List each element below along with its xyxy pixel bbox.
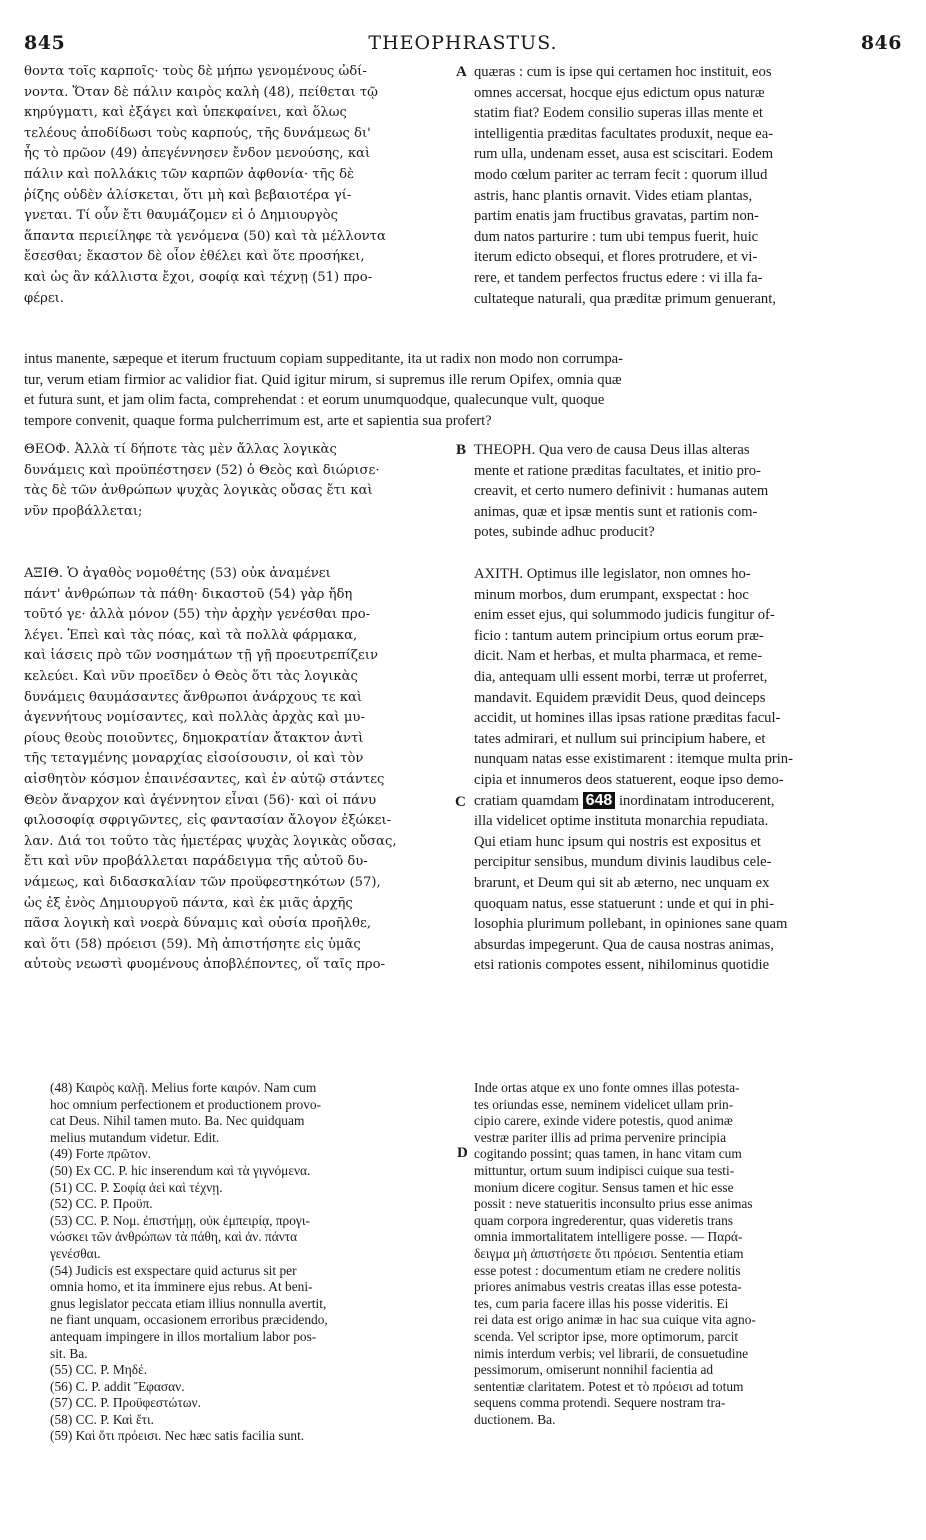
footnote-line: sit. Ba.: [50, 1345, 88, 1361]
greek-text-line: ΑΞΙΘ. Ὁ ἀγαθὸς νομοθέτης (53) οὐκ ἀναμένει: [24, 566, 331, 581]
greek-text-line: πάλιν καὶ πολλάκις τῶν καρπῶν ἀφθονία· τῆς δὲ: [24, 166, 355, 182]
footnote-line: sententiæ claritatem. Potest et τὸ πρόεισι ad totum: [474, 1378, 744, 1394]
latin-text-line: AXITH. Optimus ille legislator, non omnes ho-: [474, 566, 751, 582]
greek-text-line: ἅπαντα περιείληφε τὰ γενόμενα (50) καὶ τὰ μέλλοντα: [24, 228, 386, 244]
footnote-line: (59) Καὶ ὅτι πρόεισι. Nec hæc satis facilia sunt.: [50, 1428, 305, 1444]
greek-text-line: ἔσεσθαι; ἕκαστον δὲ οἷον ἐθέλει καὶ ὅτε προσήκει,: [24, 249, 365, 265]
latin-text-line: nunquam natas esse existimarent : itemque multa prin-: [474, 751, 793, 768]
footnote-line: νώσκει τῶν ἀνθρώπων τὰ πάθη, καὶ ἀν. πάντα: [50, 1229, 298, 1245]
latin-text-fragment: cratiam quamdam: [474, 792, 579, 809]
footnote-line: (54) Judicis est exspectare quid acturus sit per: [50, 1262, 297, 1278]
latin-text-line: mente et ratione præditas facultates, et initio pro-: [474, 462, 761, 479]
greek-text-line: κηρύγματι, καὶ ἐξάγει καὶ ὑπεκφαίνει, καὶ ὅλως: [24, 105, 347, 121]
footnote-line: monium dicere cogitur. Sensus tamen et hic esse: [474, 1179, 734, 1195]
footnote-line: (58) CC. P. Καὶ ἔτι.: [50, 1411, 154, 1427]
latin-text-line: rum ulla, undenam esset, ausa est sciscitari. Eodem: [474, 146, 774, 163]
latin-text-line: losophia plurimum pollebant, in opiniones sane quam: [474, 916, 788, 933]
footnote-line: (56) C. P. addit Ἔφασαν.: [50, 1378, 185, 1394]
footnote-line: cogitando possint; quas tamen, in hanc vitam cum: [474, 1146, 742, 1162]
full-width-text-line: tur, verum etiam firmior ac validior fiat. Quid igitur mirum, si supremus ille rerum Opifex, omnia quæ: [24, 371, 622, 388]
greek-text-line: τελέους ἀποδίδωσι τοὺς καρπούς, τῆς δυνάμεως δι': [24, 125, 371, 141]
greek-text-line: ῥίζης οὐδὲν ἁλίσκεται, ὅτι μὴ καὶ βεβαιοτέρα γί-: [24, 187, 352, 203]
greek-text-line: καὶ ὅτι (58) πρόεισι (59). Μὴ ἀπιστήσητε εἰς ὑμᾶς: [24, 936, 361, 952]
margin-marker-c: C: [455, 794, 466, 810]
footnote-line: (53) CC. P. Νομ. ἐπιστήμῃ, οὐκ ἐμπειρίᾳ, προγι-: [50, 1212, 310, 1228]
greek-text-line: δυνάμεις θαυμάσαντες ἄνθρωποι ἀνάρχους τε καὶ: [24, 689, 363, 705]
margin-marker-b: B: [456, 442, 467, 458]
footnote-line: (51) CC. P. Σοφίᾳ ἀεὶ καὶ τέχνῃ.: [50, 1179, 223, 1195]
footnote-line: omnia immortalitatem intelligere posse. — Παρά-: [474, 1229, 743, 1245]
greek-column-3: [24, 564, 452, 976]
latin-column-2: [474, 440, 902, 543]
latin-text-line: omnes accersat, hocque ejus edictum opus naturæ: [474, 84, 765, 101]
greek-text-line: τῆς τεταγμένης μοναρχίας εἰσοίσουσιν, οἱ καὶ τὸν: [24, 751, 364, 767]
greek-text-line: νοντα. Ὅταν δὲ πάλιν καιρὸς καλὴ (48), πείθεται τῷ: [24, 84, 378, 100]
latin-text-line: brarunt, et Deum qui sit ab æterno, nec unquam ex: [474, 874, 770, 891]
latin-text-line: dia, antequam ulli essent morbi, terræ ut proferret,: [474, 668, 768, 685]
latin-text-line: statim fiat? Eodem consilio superas illas mente et: [474, 105, 763, 122]
latin-text-line: cultateque naturali, qua præditæ primum genuerant,: [474, 290, 776, 307]
greek-column-1: [24, 62, 452, 309]
latin-text-line: modo cœlum pariter ac terram fecit : quorum illud: [474, 166, 768, 183]
latin-text-line: enim esset ejus, qui solummodo judicis fungitur of-: [474, 607, 775, 624]
latin-text-line: Qui etiam hunc ipsum qui nostris est expositus et: [474, 833, 761, 850]
footnote-line: mittuntur, ortum suum indipisci cuique sua testi-: [474, 1162, 735, 1178]
latin-text-line: iterum edicto obsequi, et flores protrudere, et vi-: [474, 249, 758, 266]
latin-text-line: partim enatis jam fructibus gravatas, partim non-: [474, 208, 759, 225]
footnote-line: nimis interdum verbis; vel librarii, de consuetudine: [474, 1345, 749, 1361]
footnote-line: Inde ortas atque ex uno fonte omnes illas potesta-: [474, 1080, 740, 1095]
latin-text-line: dicit. Nam et herbas, et multa pharmaca, et reme-: [474, 648, 763, 665]
greek-text-line: Θεὸν ἄναρχον καὶ ἀγέννητον εἶναι (56)· καὶ οἱ πάνυ: [24, 792, 377, 808]
footnote-line: (55) CC. P. Μηδέ.: [50, 1362, 148, 1378]
footnotes-right: [474, 1080, 902, 1428]
latin-text-line: mandavit. Equidem prævidit Deus, quod deinceps: [474, 689, 766, 706]
full-width-text-line: intus manente, sæpeque et iterum fructuum copiam suppeditante, ita ut radix non modo non corrumpa-: [24, 351, 624, 367]
footnote-line: antequam impingere in illos mortalium labor pos-: [50, 1328, 317, 1344]
running-title: THEOPHRASTUS.: [368, 32, 558, 54]
greek-text-line: θοντα τοῖς καρποῖς· τοὺς δὲ μήπω γενομένους ὠδί-: [24, 64, 367, 79]
footnote-line: (49) Forte πρῶτον.: [50, 1146, 152, 1162]
latin-column-1: [474, 62, 902, 309]
latin-text-line: absurdas impegerunt. Qua de causa nostras animas,: [474, 936, 774, 953]
latin-text-line: tates admirari, et nullum sui principium habere, et: [474, 730, 766, 747]
greek-text-line: πάντ' ἀνθρώπων τὰ πάθη· δικαστοῦ (54) γὰρ ἤδη: [24, 586, 353, 602]
latin-text-line: potes, subinde adhuc producit?: [474, 524, 655, 541]
greek-text-line: φέρει.: [24, 290, 65, 306]
margin-marker-a: A: [456, 64, 467, 80]
footnote-line: δειγμα μὴ ἀπιστήσετε ὅτι πρόεισι. Sententia etiam: [474, 1245, 744, 1261]
greek-text-line: ἔτι καὶ νῦν προβάλλεται παράδειγμα τῆς αὐτοῦ δυ-: [24, 854, 368, 870]
footnote-line: tes oriundas esse, neminem videlicet ullam prin-: [474, 1096, 734, 1112]
footnote-line: pessimorum, omiserunt nonnihil facientia ad: [474, 1362, 714, 1378]
greek-text-line: ἀγεννήτους νομίσαντες, καὶ πολλὰς ἀρχὰς καὶ μυ-: [24, 710, 365, 726]
latin-full-width-text: [24, 349, 902, 431]
latin-column-3: [474, 564, 902, 976]
footnote-line: scenda. Vel scriptor ipse, more optimorum, parcit: [474, 1328, 739, 1344]
footnote-line: possit : neve statueritis inconsulto prius esse animas: [474, 1196, 753, 1212]
latin-text-line: cipia et innumeros deos statuerent, eoque ipso demo-: [474, 771, 784, 788]
latin-text-line: [474, 791, 902, 812]
greek-text-line: νάμεως, καὶ διδασκαλίαν τῶν προϋφεστηκότων (57),: [24, 874, 381, 890]
footnote-line: (48) Καιρὸς καλῇ. Melius forte καιρόν. Nam cum: [50, 1080, 317, 1095]
footnote-line: rei data est origo animæ in hac sua cuique vita agno-: [474, 1312, 756, 1328]
greek-text-line: δυνάμεις καὶ προϋπέστησεν (52) ὁ Θεὸς καὶ διώρισε·: [24, 462, 380, 478]
greek-text-line: ἧς τὸ πρῶον (49) ἀπεγέννησεν ἔνδον μενούσης, καὶ: [24, 146, 371, 162]
greek-text-line: κελεύει. Καὶ νῦν προεῖδεν ὁ Θεὸς ὅτι τὰς λογικὰς: [24, 668, 358, 684]
greek-text-line: καὶ ὡς ἂν κάλλιστα ἔχοι, σοφίᾳ καὶ τέχνῃ (51) προ-: [24, 269, 373, 285]
latin-text-fragment: inordinatam introducerent,: [618, 792, 775, 809]
latin-text-line: minum morbos, dum erumpant, exspectat : hoc: [474, 586, 749, 603]
footnote-line: sequens comma protendi. Sequere nostram tra-: [474, 1395, 726, 1411]
footnote-line: tes, cum paria facere illas his posse videritis. Ei: [474, 1295, 729, 1311]
full-width-text-line: tempore convenit, quaque forma pulcherrimum est, arte et sapientia sua profert?: [24, 412, 492, 429]
latin-text-line: rere, et tandem perfectos fructus edere : vi illa fa-: [474, 269, 763, 286]
latin-text-line: astris, hanc plantis ornavit. Vides etiam plantas,: [474, 187, 753, 204]
page-number-right: 846: [860, 32, 902, 54]
greek-text-line: ΘΕΟΦ. Ἀλλὰ τί δήποτε τὰς μὲν ἄλλας λογικὰς: [24, 442, 337, 457]
footnote-line: melius mutandum videtur. Edit.: [50, 1129, 220, 1145]
footnote-line: ductionem. Ba.: [474, 1411, 556, 1427]
footnote-line: ne fiant unquam, occasionem erroribus præcidendo,: [50, 1312, 328, 1328]
greek-text-line: αὐτοὺς νεωστὶ φυομένους ἀποβλέποντες, οἵ ταῖς προ-: [24, 957, 386, 973]
footnote-line: γενέσθαι.: [50, 1245, 101, 1261]
greek-text-line: ὡς ἐξ ἑνὸς Δημιουργοῦ πάντα, καὶ ἐκ μιᾶς ἀρχῆς: [24, 895, 353, 911]
latin-text-line: ficio : tantum autem principium ortus eorum præ-: [474, 627, 764, 644]
latin-text-line: illa videlicet optime instituta monarchia repudiata.: [474, 813, 769, 830]
full-width-text-line: et futura sunt, et jam olim facta, comprehendat : et eorum unumquodque, qualecunque vult, quoque: [24, 392, 605, 409]
greek-text-line: λέγει. Ἐπεὶ καὶ τὰς πόας, καὶ τὰ πολλὰ φάρμακα,: [24, 627, 358, 643]
latin-text-line: intelligentia præditas facultates produxit, neque ea-: [474, 125, 774, 142]
greek-text-line: τοῦτό γε· ἀλλὰ μόνον (55) τὴν ἀρχὴν γενέσθαι προ-: [24, 607, 371, 623]
footnote-line: omnia homo, et ita imminere ejus rebus. At beni-: [50, 1279, 313, 1295]
latin-text-line: quoquam natus, esse statuerunt : unde et qui in phi-: [474, 895, 774, 912]
greek-text-line: γνεται. Τί οὖν ἔτι θαυμάζομεν εἰ ὁ Δημιουργὸς: [24, 208, 338, 224]
footnote-line: (57) CC. P. Προϋφεστώτων.: [50, 1395, 201, 1411]
latin-text-line: animas, quæ et ipsæ mentis sunt et rationis com-: [474, 503, 758, 520]
latin-text-line: etsi rationis compotes essent, nihilominus quotidie: [474, 957, 770, 974]
footnotes-left: [50, 1080, 452, 1445]
greek-text-line: αἰσθητὸν κόσμον ἐπαινέσαντες, καὶ ἐν αὐτῷ στάντες: [24, 771, 385, 787]
footnote-line: esse potest : documentum etiam ne credere nolitis: [474, 1262, 741, 1278]
footnote-line: hoc omnium perfectionem et productionem provo-: [50, 1096, 322, 1112]
greek-text-line: φιλοσοφίᾳ σφριγῶντες, εἰς φαντασίαν ἄλογον ἐξώκει-: [24, 813, 392, 829]
latin-text-line: percipitur sensibus, mundum divinis laudibus cele-: [474, 854, 772, 871]
footnote-line: priores animabus vestris creatas illas esse potesta-: [474, 1279, 742, 1295]
greek-text-line: καὶ ἰάσεις πρὸ τῶν νοσημάτων τῇ γῇ προευτρεπίζειν: [24, 648, 379, 664]
greek-text-line: ρίους θεοὺς ποιοῦντες, δημοκρατίαν ἄτακτον ἀντὶ: [24, 730, 364, 746]
greek-text-line: πᾶσα λογικὴ καὶ νοερὰ δύναμις καὶ οὐσία προῆλθε,: [24, 916, 372, 932]
latin-text-line: THEOPH. Qua vero de causa Deus illas alteras: [474, 442, 750, 458]
page-number-left: 845: [24, 32, 66, 54]
footnote-line: gnus legislator peccata etiam illius nonnulla avertit,: [50, 1295, 327, 1311]
page-reference-badge: 648: [583, 792, 616, 809]
greek-text-line: τὰς δὲ τῶν ἀνθρώπων ψυχὰς λογικὰς οὔσας ἔτι καὶ: [24, 483, 373, 499]
latin-text-line: quæras : cum is ipse qui certamen hoc instituit, eos: [474, 64, 772, 80]
latin-text-line: creavit, et certo numero definivit : humanas autem: [474, 483, 769, 500]
footnote-line: cat Deus. Nihil tamen muto. Ba. Nec quidquam: [50, 1113, 305, 1129]
footnote-line: vestræ pariter illis ad prima pervenire principia: [474, 1129, 727, 1145]
footnote-line: cipio carere, exinde videre potestis, quod animæ: [474, 1113, 733, 1129]
latin-text-line: accidit, ut homines illas ipsas ratione præditas facul-: [474, 710, 781, 727]
footnote-line: quam corpora ingrederentur, quas videretis trans: [474, 1212, 733, 1228]
footnote-line: (50) Ex CC. P. hic inserendum καὶ τὰ γιγνόμενα.: [50, 1162, 311, 1178]
greek-column-2: [24, 440, 452, 522]
greek-text-line: νῦν προβάλλεται;: [24, 503, 143, 519]
footnote-line: (52) CC. P. Προϋπ.: [50, 1196, 153, 1212]
margin-marker-d: D: [457, 1145, 468, 1161]
latin-text-line: dum natos parturire : tum ubi tempus fuerit, huic: [474, 228, 759, 245]
greek-text-line: λαν. Διά τοι τοῦτο τὰς ἡμετέρας ψυχὰς λογικὰς οὔσας,: [24, 833, 397, 849]
